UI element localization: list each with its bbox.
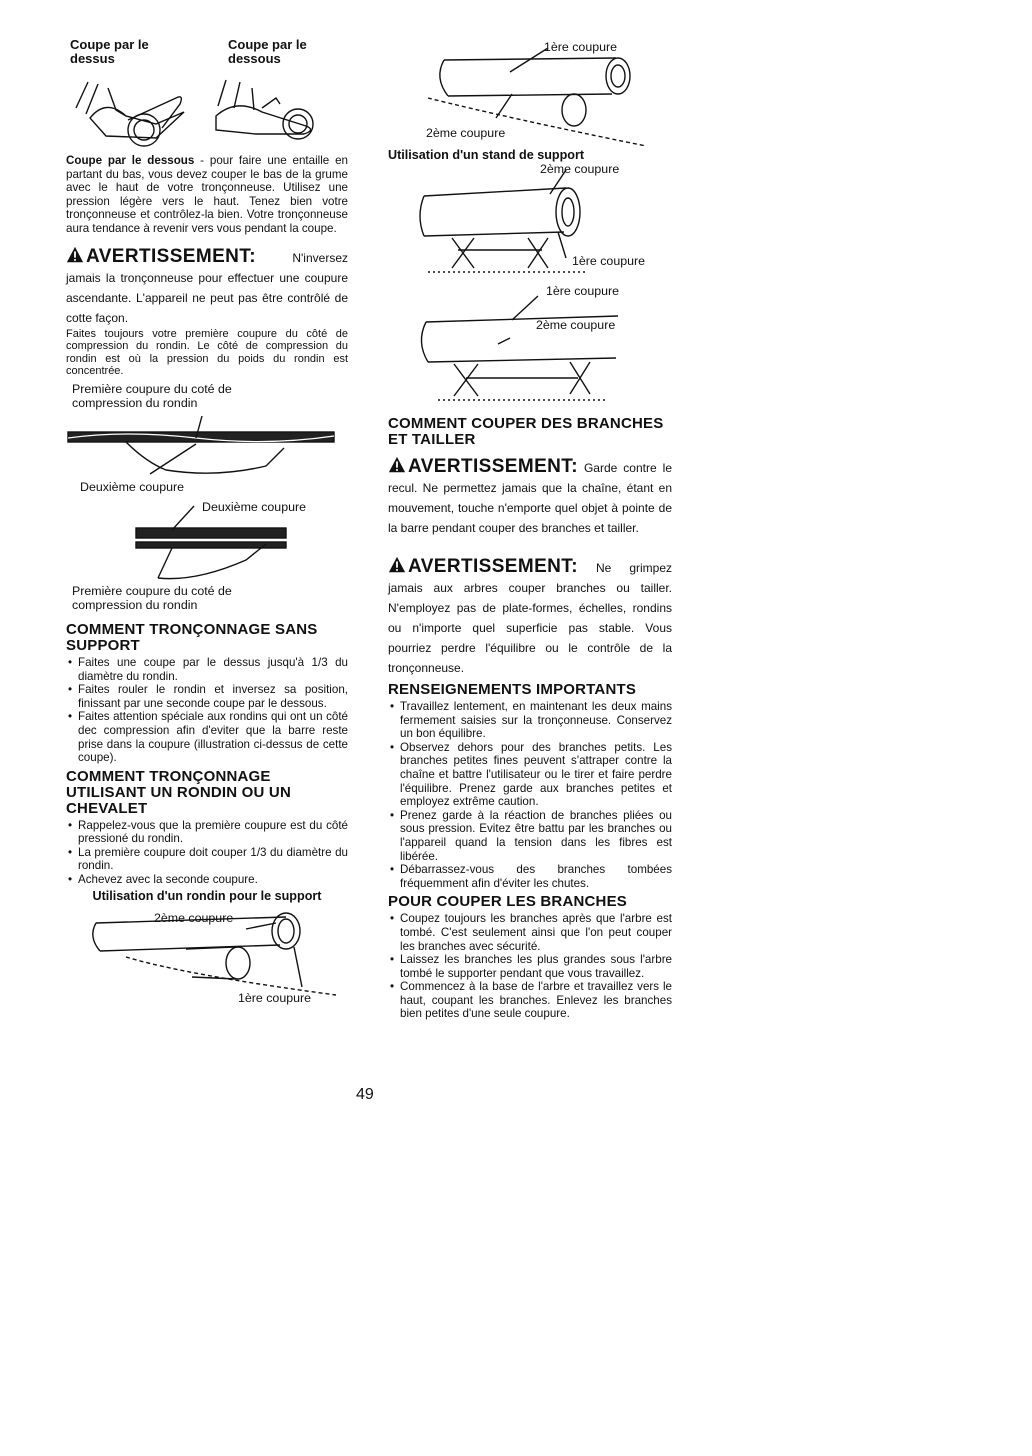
figure-log-support (66, 903, 348, 1007)
list-item: • Achevez avec la seconde coupure. (66, 873, 348, 887)
list-item: • Observez dehors pour des branches petits. Les branches petites fines peuvent s'attraper contre la chaîne et battre l'utilisateur ou le tirer et faire perdre l'équilibre. Prenez garde aux branches petites et employez extrême caution. (388, 741, 672, 809)
fig5-label-first-cut: 1ère coupure (544, 40, 618, 54)
warning-triangle-icon (388, 556, 406, 574)
warning-2 (388, 456, 672, 538)
fig3-label-first-cut: Première coupure du coté de compression du rondin (72, 583, 232, 612)
list-item: • Faites attention spéciale aux rondins qui ont un côté dec compression afin d'eviter que la barre reste prise dans la coupure (illustration ci-dessus de cette coupe). (66, 710, 348, 764)
fig7-label-first-cut: 1ère coupure (546, 284, 620, 298)
figure-compression-top (66, 382, 348, 500)
fig3-label-second-cut: Deuxième coupure (202, 499, 307, 514)
section-3-title: COMMENT COUPER DES BRANCHES ET TAILLER (388, 415, 664, 448)
list-item: • Coupez toujours les branches après que l'arbre est tombé. C'est seulement ainsi que l'on peut couper les branches avec sécurité. (388, 912, 672, 953)
right-column (388, 38, 672, 1021)
list-item: • Prenez garde à la réaction de branches pliées ou sous pression. Evitez être battu par les branches ou l'appareil quand la tension dans les fibres est libérée. (388, 809, 672, 863)
sawhorse-log-reverse-illustration (388, 282, 672, 406)
list-item: • Commencez à la base de l'arbre et travaillez vers le haut, coupant les branches. Enlevez les branches bien petites d'une seule coupure. (388, 980, 672, 1021)
warning-2-text: Garde contre le recul. Ne permettez jamais que la chaîne, étant en mouvement, touche n'emporte quel objet à pointe de la barre pendant couper des branches et tailler. (388, 461, 672, 535)
section-1-list (66, 656, 348, 765)
undercut-paragraph (66, 154, 348, 236)
figure-overcut-undercut (66, 38, 348, 150)
warning-3 (388, 556, 672, 678)
warning-2-word: AVERTISSEMENT: (408, 456, 578, 477)
section-4-title: RENSEIGNEMENTS IMPORTANTS (388, 681, 637, 698)
section-4-list (388, 700, 672, 890)
list-item: • Débarrassez-vous des branches tombées fréquemment afin d'éviter les chutes. (388, 863, 672, 890)
fig2-label-first-cut: Première coupure du coté de compression du rondin (72, 381, 232, 410)
warning-3-word: AVERTISSEMENT: (408, 556, 578, 577)
list-item: • Travaillez lentement, en maintenant les deux mains fermement saisies sur la tronçonneuse. Conservez un bon équilibre. (388, 700, 672, 741)
fig4-title: Utilisation d'un rondin pour le support (92, 888, 322, 903)
warning-triangle-icon (66, 246, 84, 264)
list-item: • Laissez les branches les plus grandes sous l'arbre tombé le supporter pendant que vous travaillez. (388, 953, 672, 980)
list-item: • Rappelez-vous que la première coupure est du côté pressioné du rondin. (66, 819, 348, 846)
figure-stand-support-1 (388, 162, 672, 282)
figure-stand-support-2 (388, 282, 672, 406)
warning-1 (66, 246, 348, 328)
undercut-term: Coupe par le dessous (66, 154, 195, 167)
page-number: 49 (356, 1086, 374, 1103)
fig4-label-second-cut: 2ème coupure (154, 910, 234, 925)
warning-triangle-icon (388, 456, 406, 474)
undercut-text: - pour faire une entaille en partant du bas, vous devez couper le bas de la grume avec le haut de votre tronçonneuse. Utilisez une pression légère vers le haut. Tenez bien votre tronçonneuse et contrôlez-la bien. Votre tronçonneuse aura tendance à revenir vers vous pendant la coupe. (66, 154, 348, 235)
list-item: • Faites une coupe par le dessus jusqu'à 1/3 du diamètre du rondin. (66, 656, 348, 683)
warning-1-word: AVERTISSEMENT: (86, 245, 256, 267)
fig5-label-second-cut: 2ème coupure (426, 126, 506, 140)
section-5-title: POUR COUPER LES BRANCHES (388, 893, 627, 911)
fig7-label-second-cut: 2ème coupure (536, 318, 616, 332)
figure-log-on-log-right (388, 38, 672, 146)
section-2-list (66, 819, 348, 887)
warning-1-text: N'inversez jamais la tronçonneuse pour effectuer une coupure ascendante. L'appareil ne peut pas être contrôlé de cotte façon. (66, 250, 348, 325)
fig4-label-first-cut: 1ère coupure (238, 990, 312, 1005)
list-item: • La première coupure doit couper 1/3 du diamètre du rondin. (66, 846, 348, 873)
section-2-title: COMMENT TRONÇONNAGE UTILISANT UN RONDIN OU UN CHEVALET (66, 767, 291, 817)
fig6-label-second-cut: 2ème coupure (540, 162, 620, 176)
caption-overcut: Coupe par le dessus (70, 37, 149, 66)
list-item: • Faites rouler le rondin et inversez sa position, finissant par une seconde coupe par le dessous. (66, 683, 348, 710)
fig6-title: Utilisation d'un stand de support (388, 148, 585, 162)
fig2-label-second-cut: Deuxième coupure (80, 479, 185, 494)
compression-paragraph: Faites toujours votre première coupure du côté de compression du rondin. Le côté de compression du rondin est où la pression du poids du rondin est concentrée. (66, 327, 348, 378)
left-column (66, 38, 348, 1007)
section-5-list (388, 912, 672, 1021)
fig6-label-first-cut: 1ère coupure (572, 254, 646, 268)
section-1-title: COMMENT TRONÇONNAGE SANS SUPPORT (66, 620, 318, 654)
caption-undercut: Coupe par le dessous (228, 37, 307, 66)
warning-3-text: Ne grimpez jamais aux arbres couper branches ou tailler. N'employez pas de plate-formes, échelles, rondins ou n'importe quel superficie pas stable. Vous pourriez perdre l'équilibre ou le contrôle de la tronçonneuse. (388, 561, 672, 675)
figure-compression-bottom (66, 500, 348, 618)
